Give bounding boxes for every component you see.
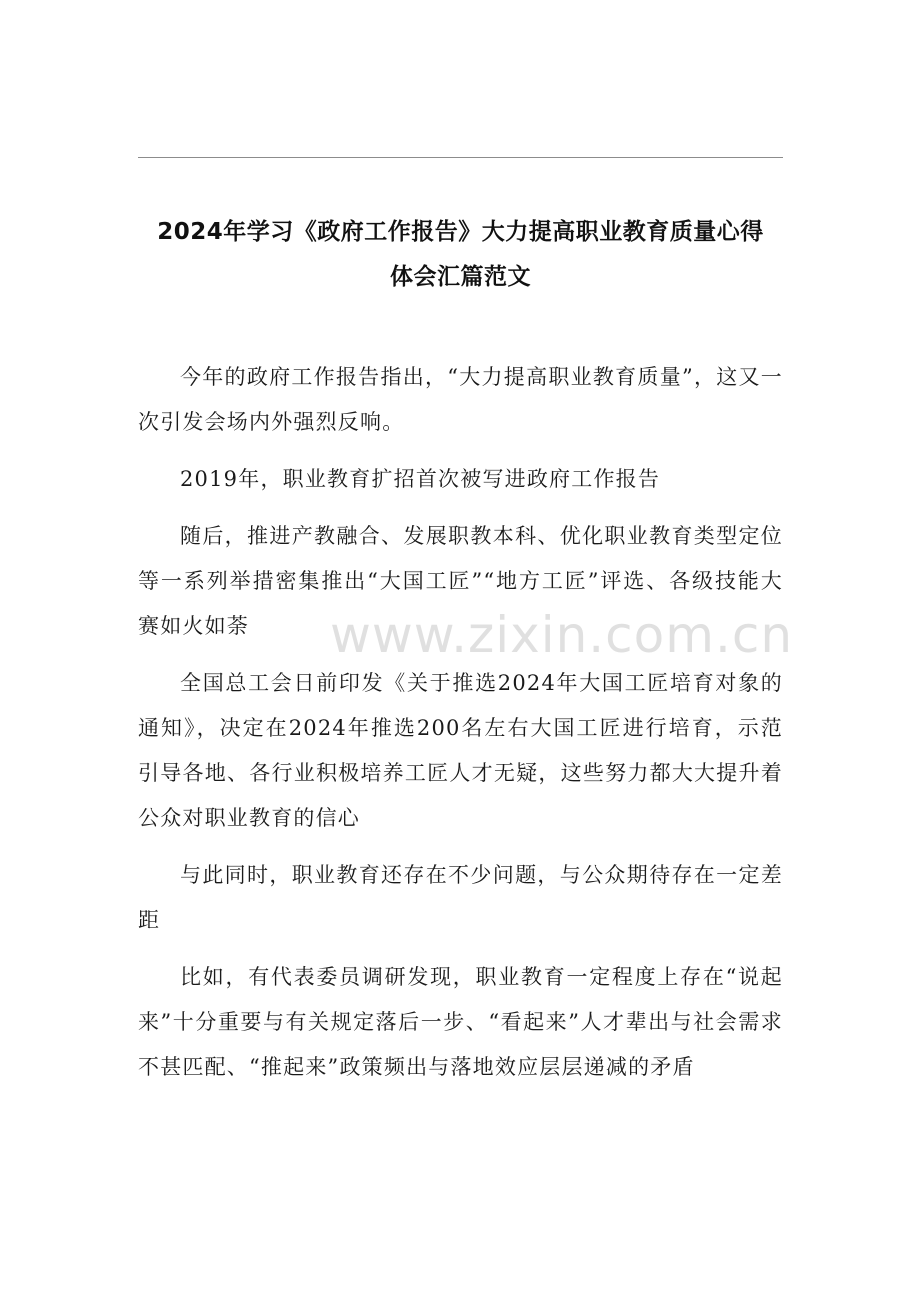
paragraph-6: 比如，有代表委员调研发现，职业教育一定程度上存在“说起来”十分重要与有关规定落后一步、“看起来”人才辈出与社会需求不甚匹配、“推起来”政策频出与落地效应层层递减的矛盾 xyxy=(138,965,783,1079)
paragraph-4: 全国总工会日前印发《关于推选2024年大国工匠培育对象的通知》，决定在2024年推选200名左右大国工匠进行培育，示范引导各地、各行业积极培养工匠人才无疑，这些努力都大大提升着公众对职业教育的信心 xyxy=(138,671,783,830)
document-body xyxy=(138,355,783,1090)
document-title xyxy=(138,210,783,300)
paragraph-5: 与此同时，职业教育还存在不少问题，与公众期待存在一定差距 xyxy=(138,863,783,932)
paragraph-3: 随后，推进产教融合、发展职教本科、优化职业教育类型定位等一系列举措密集推出“大国工匠”“地方工匠”评选、各级技能大赛如火如荼 xyxy=(138,524,783,638)
paragraph-2: 2019年，职业教育扩招首次被写进政府工作报告 xyxy=(180,467,661,491)
header-rule xyxy=(138,157,783,158)
title-line-1: 2024年学习《政府工作报告》大力提高职业教育质量心得 xyxy=(157,219,764,245)
watermark: www.zixin.com.cn xyxy=(330,606,794,664)
title-line-2: 体会汇篇范文 xyxy=(390,264,531,290)
paragraph-1: 今年的政府工作报告指出，“大力提高职业教育质量”，这又一次引发会场内外强烈反响。 xyxy=(138,365,783,434)
